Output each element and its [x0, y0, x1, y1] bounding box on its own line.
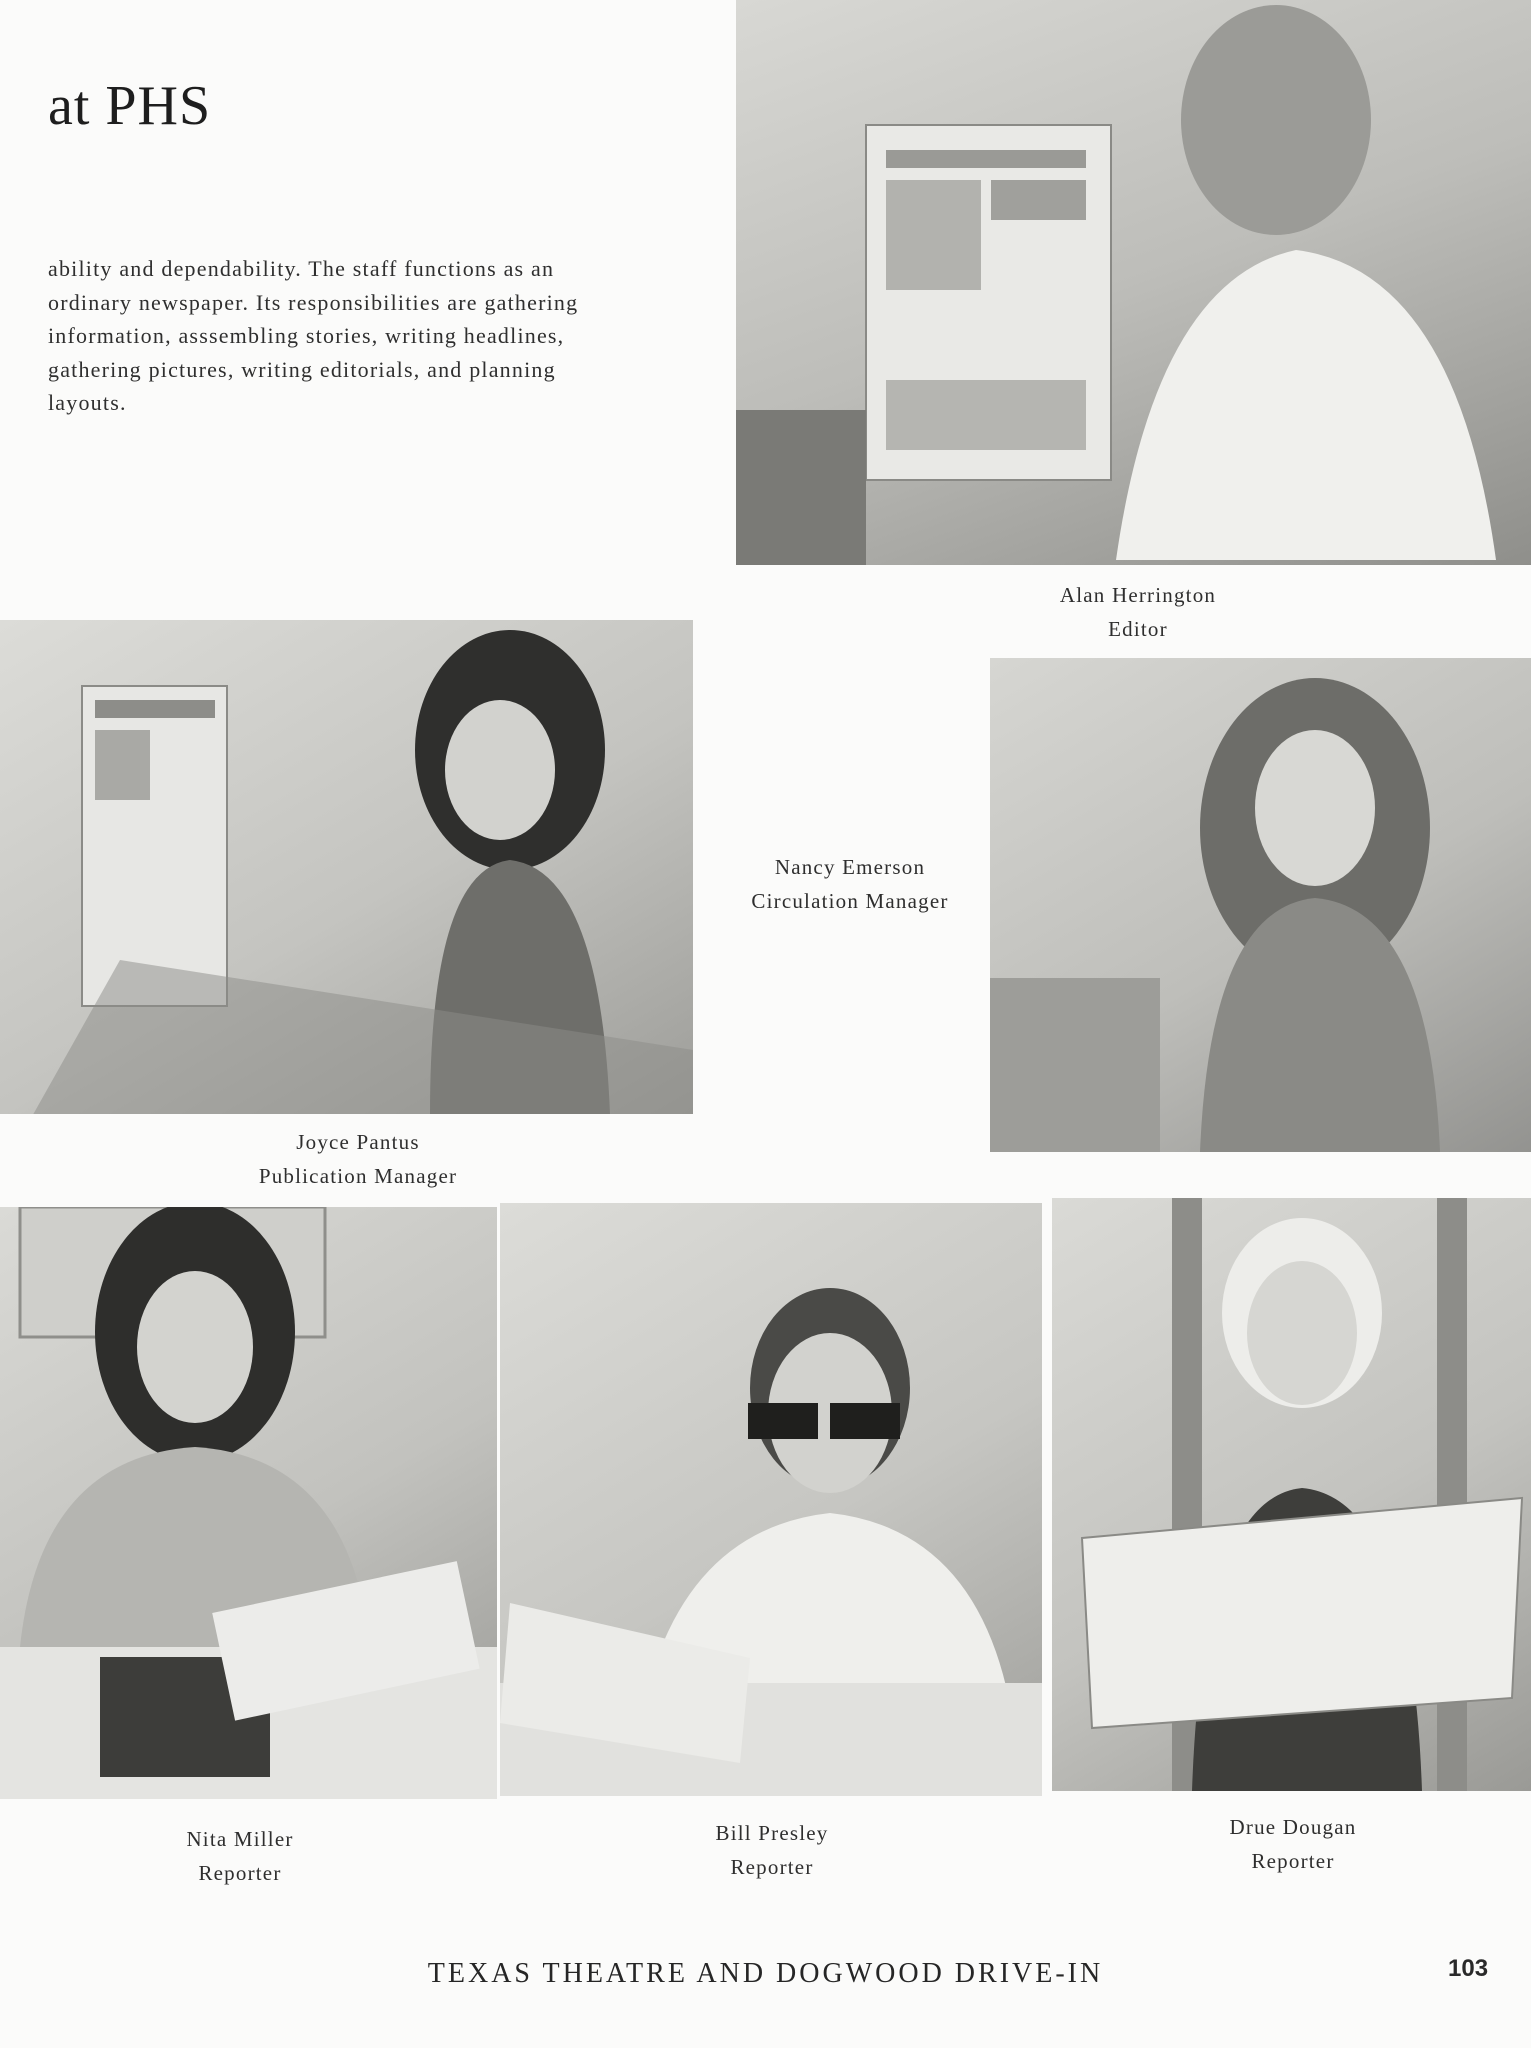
staff-role: Circulation Manager	[751, 889, 949, 913]
footer-sponsor: TEXAS THEATRE AND DOGWOOD DRIVE-IN	[427, 1958, 1104, 1989]
staff-role: Editor	[1108, 617, 1168, 641]
staff-role: Reporter	[198, 1861, 282, 1885]
caption-nancy-emerson	[710, 850, 990, 918]
photo-drue-dougan	[1052, 1198, 1531, 1791]
caption-alan-herrington	[998, 578, 1278, 646]
photo-joyce-pantus	[0, 620, 693, 1114]
photo-nancy-emerson	[990, 658, 1531, 1152]
caption-joyce-pantus	[208, 1125, 508, 1193]
caption-drue-dougan	[1163, 1810, 1423, 1878]
staff-name: Alan Herrington	[1059, 583, 1217, 607]
photo-alan-herrington	[736, 0, 1531, 565]
page-number: 103	[1448, 1955, 1489, 1982]
staff-role: Reporter	[1251, 1849, 1335, 1873]
caption-bill-presley	[642, 1816, 902, 1884]
staff-name: Nancy Emerson	[774, 855, 926, 879]
staff-name: Joyce Pantus	[296, 1130, 420, 1154]
staff-role: Reporter	[730, 1855, 814, 1879]
intro-paragraph: ability and dependability. The staff functions as an ordinary newspaper. Its responsibilities are gathering information, asssembling stories, writing headlines, gathering pictures, writing editorials, and planning layouts.	[48, 256, 579, 415]
caption-nita-miller	[110, 1822, 370, 1890]
staff-role: Publication Manager	[258, 1164, 458, 1188]
staff-name: Drue Dougan	[1229, 1815, 1357, 1839]
photo-bill-presley	[500, 1203, 1042, 1796]
page-title: at PHS	[48, 75, 212, 137]
staff-name: Nita Miller	[186, 1827, 294, 1851]
photo-nita-miller	[0, 1207, 497, 1799]
staff-name: Bill Presley	[715, 1821, 829, 1845]
